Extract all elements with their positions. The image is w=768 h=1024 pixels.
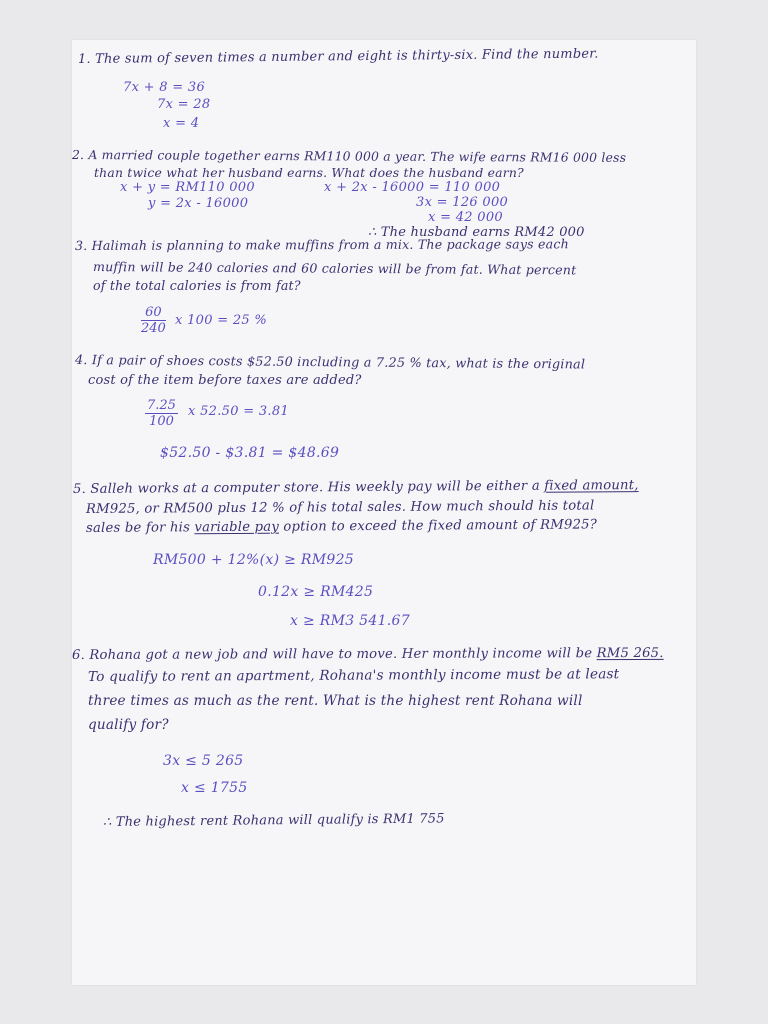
q5-work-line: 0.12x ≥ RM425 xyxy=(258,584,374,600)
q5-prompt: RM925, or RM500 plus 12 % of his total sales. How much should his total xyxy=(85,498,595,517)
q6-prompt xyxy=(72,646,664,663)
q5-work-line: x ≥ RM3 541.67 xyxy=(290,613,410,629)
q6-prompt: To qualify to rent an apartment, Rohana's monthly income must be at least xyxy=(87,666,620,685)
q3-fraction-numerator: 60 xyxy=(141,305,166,321)
q3-fraction-denominator: 240 xyxy=(141,321,166,336)
q5-prompt-text: 5. Salleh works at a computer store. His weekly pay will be either a xyxy=(72,478,545,497)
q2-left-work: x + y = RM110 000 xyxy=(120,180,255,195)
q1-work-line: x = 4 xyxy=(163,116,200,131)
q5-prompt-text: option to exceed the fixed amount of RM925? xyxy=(278,517,598,535)
q3-prompt: 3. Halimah is planning to make muffins from a mix. The package says each xyxy=(74,236,569,253)
q6-answer: ∴ The highest rent Rohana will qualify is RM1 755 xyxy=(102,811,445,830)
q5-prompt-underlined: fixed amount, xyxy=(544,478,639,494)
q5-work-line: RM500 + 12%(x) ≥ RM925 xyxy=(153,552,354,568)
q2-right-work: x = 42 000 xyxy=(428,210,503,225)
q4-prompt: 4. If a pair of shoes costs $52.50 including a 7.25 % tax, what is the original xyxy=(74,353,586,373)
q3-fraction xyxy=(141,305,166,336)
q2-left-work: y = 2x - 16000 xyxy=(148,196,249,211)
q3-work: x 100 = 25 % xyxy=(175,313,268,328)
q5-prompt-text: sales be for his xyxy=(85,520,195,536)
q2-prompt: 2. A married couple together earns RM110 000 a year. The wife earns RM16 000 less xyxy=(71,147,627,165)
q1-prompt: 1. The sum of seven times a number and eight is thirty-six. Find the number. xyxy=(77,46,599,67)
q6-prompt-text: 6. Rohana got a new job and will have to move. Her monthly income will be xyxy=(71,646,597,663)
q1-work-line: 7x = 28 xyxy=(157,97,211,112)
q3-prompt: muffin will be 240 calories and 60 calories will be from fat. What percent xyxy=(92,259,577,278)
q2-answer: ∴ The husband earns RM42 000 xyxy=(368,225,585,240)
q3-prompt: of the total calories is from fat? xyxy=(93,278,301,293)
q4-answer: $52.50 - $3.81 = $48.69 xyxy=(160,445,340,461)
q2-right-work: x + 2x - 16000 = 110 000 xyxy=(324,180,501,195)
q6-prompt: three times as much as the rent. What is the highest rent Rohana will xyxy=(88,693,583,709)
q4-fraction-denominator: 100 xyxy=(149,414,174,429)
q5-prompt-underlined: variable pay xyxy=(194,519,280,536)
q4-fraction xyxy=(145,398,178,429)
q6-prompt-underlined: RM5 265. xyxy=(596,645,664,662)
q4-fraction-numerator: 7.25 xyxy=(147,398,176,413)
q2-right-work: 3x = 126 000 xyxy=(416,195,509,210)
q4-work: x 52.50 = 3.81 xyxy=(188,404,289,419)
q4-prompt: cost of the item before taxes are added? xyxy=(88,373,362,388)
q6-work-line: x ≤ 1755 xyxy=(181,780,248,796)
q1-work-line: 7x + 8 = 36 xyxy=(123,80,206,95)
q2-prompt: than twice what her husband earns. What does the husband earn? xyxy=(94,165,524,180)
q6-work-line: 3x ≤ 5 265 xyxy=(163,753,244,769)
q6-prompt: qualify for? xyxy=(88,717,169,733)
